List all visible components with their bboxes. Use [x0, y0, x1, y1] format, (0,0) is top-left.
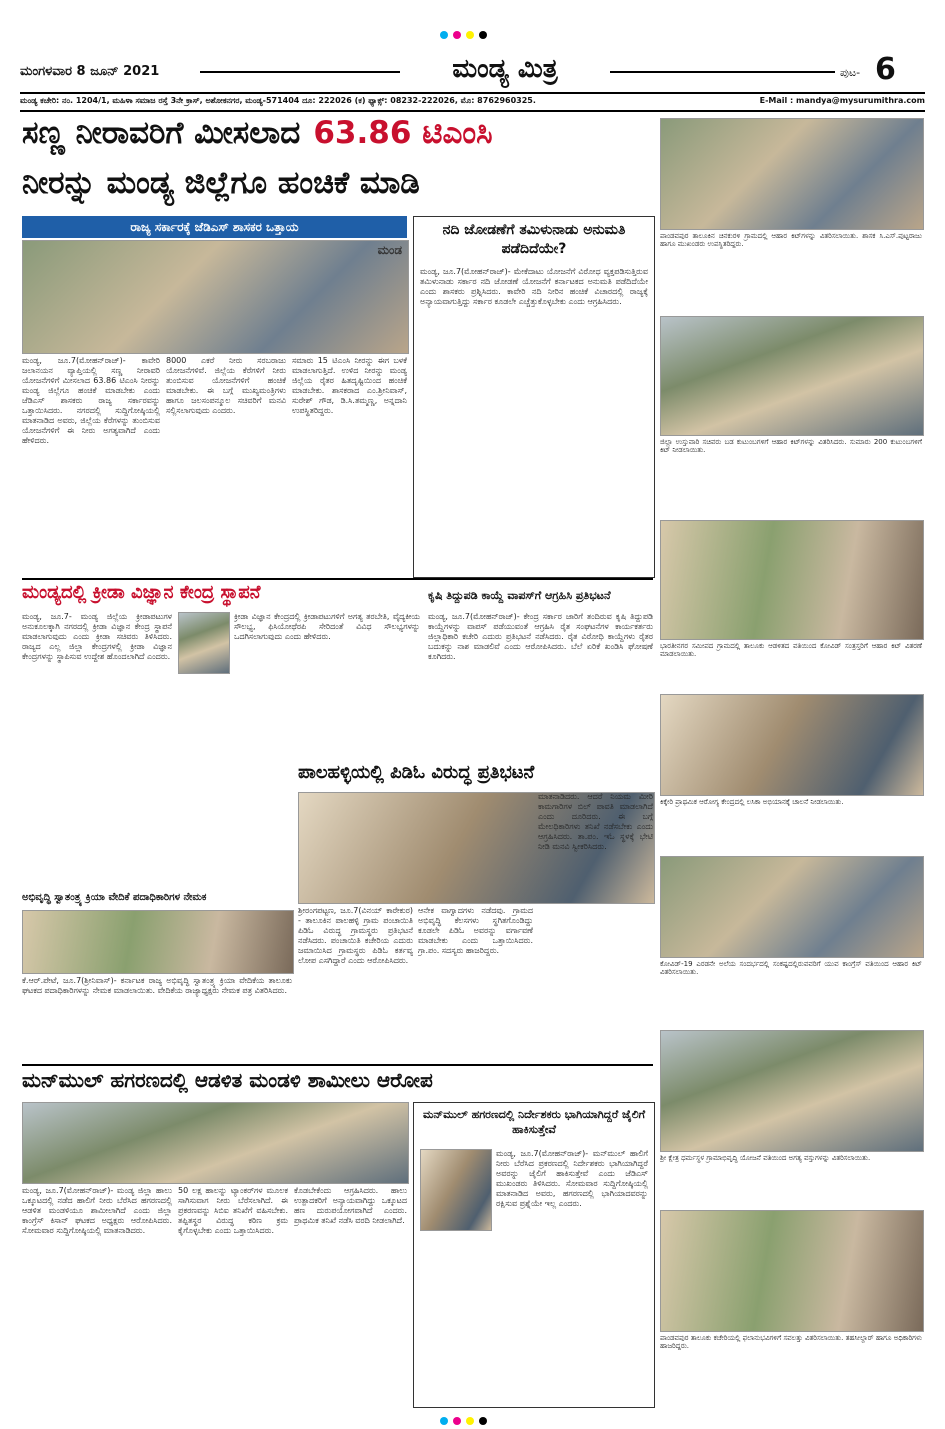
lead-body-col2: 8000 ಎಕರೆ ನೀರು ಸರಬರಾಜು ಯೋಜನೆಗಳಿವೆ. ಜಿಲ್ಲೆಯ ಕೆರೆಗಳಿಗೆ ನೀರು ತುಂಬಿಸುವ ಯೋಜನೆಗಳಿಗೆ ಹಂಚಿಕೆ ಮಾಡಬೇಕು. ಈ ಬಗ್ಗೆ ಮುಖ್ಯಮಂತ್ರಿಗಳು ಹಾಗೂ ಜಲಸಂಪನ್ಮೂಲ ಸಚಿವರಿಗೆ ಮನವಿ ಸಲ್ಲಿಸಲಾಗುವುದು ಎಂದರು.	[166, 356, 286, 415]
right-caption-4: ಕಿಕ್ಕೇರಿ ಪ್ರಾಥಮಿಕ ಆರೋಗ್ಯ ಕೇಂದ್ರದಲ್ಲಿ ಲಸಿಕಾ ಅಭಿಯಾನಕ್ಕೆ ಚಾಲನೆ ನೀಡಲಾಯಿತು.	[660, 798, 844, 806]
masthead-title: ಮಂಡ್ಯ ಮಿತ್ರ	[452, 54, 558, 84]
lead-body-col3: ಸಮಾರು 15 ಟಿಎಂಸಿ ನೀರನ್ನು ಈಗ ಬಳಕೆ ಮಾಡಲಾಗುತ್ತಿದೆ. ಉಳಿದ ನೀರನ್ನು ಮಂಡ್ಯ ಜಿಲ್ಲೆಯ ರೈತರ ಹಿತದೃಷ್ಟಿಯಿಂದ ಹಂಚಿಕೆ ಮಾಡಬೇಕು. ಶಾಸಕರಾದ ಎಂ.ಶ್ರೀನಿವಾಸ್, ಸುರೇಶ್ ಗೌಡ, ಡಿ.ಸಿ.ತಮ್ಮಣ್ಣ, ಅನ್ನದಾನಿ ಉಪಸ್ಥಿತರಿದ್ದರು.	[292, 356, 407, 415]
activists-headline: ಅಭಿವೃದ್ಧಿ ಸ್ವಾತಂತ್ರ್ಯ ಕ್ರಿಯಾ ವೇದಿಕೆ ಪದಾಧಿಕಾರಿಗಳ ನೇಮಕ	[22, 892, 207, 903]
palahalli-body-col2: ಆನೇಕ ವಾಗ್ವಾದಗಳು ನಡೆದವು. ಗ್ರಾಮದ ಅಭಿವೃದ್ಧಿ ಕೆಲಸಗಳು ಸ್ಥಗಿತಗೊಂಡಿದ್ದು ಕೂಡಲೇ ಪಿಡಿಓ ಅವರನ್ನು ವರ್ಗಾವಣೆ ಮಾಡಬೇಕು ಎಂದು ಒತ್ತಾಯಿಸಿದರು. ಗ್ರಾ.ಪಂ. ಸದಸ್ಯರು ಹಾಜರಿದ್ದರು.	[418, 906, 533, 955]
river-headline: ನದಿ ಜೋಡಣೆಗೆ ತಮಿಳುನಾಡು ಅನುಮತಿ ಪಡೆದಿದೆಯೇ?	[442, 222, 626, 257]
sports-body-2: ಕ್ರೀಡಾ ವಿಜ್ಞಾನ ಕೇಂದ್ರದಲ್ಲಿ ಕ್ರೀಡಾಪಟುಗಳಿಗೆ ಅಗತ್ಯ ತರಬೇತಿ, ವೈದ್ಯಕೀಯ ಸೌಲಭ್ಯ, ಫಿಸಿಯೋಥೆರಪಿ ಸೇರಿದಂತೆ ವಿವಿಧ ಸೌಲಭ್ಯಗಳನ್ನು ಒದಗಿಸಲಾಗುವುದು ಎಂದು ಹೇಳಿದರು.	[234, 612, 420, 641]
activists-photo	[22, 910, 294, 974]
masthead-date: ಮಂಗಳವಾರ 8 ಜೂನ್ 2021	[20, 64, 160, 79]
manmul-body-col3: ಕೊಡಬೇಕೆಂದು ಆಗ್ರಹಿಸಿದರು. ಹಾಲು ಉತ್ಪಾದಕರಿಗೆ ಅನ್ಯಾಯವಾಗಿದ್ದು ಒಕ್ಕೂಟದ ಹಣ ದುರುಪಯೋಗವಾಗಿದೆ ಎಂದರು. ಪ್ರಾಥಮಿಕ ತನಿಖೆ ನಡೆಸಿ ವರದಿ ನೀಡಲಾಗಿದೆ.	[294, 1186, 407, 1225]
masthead-email: E-Mail : mandya@mysurumithra.com	[759, 96, 925, 105]
right-photo-6	[660, 1030, 924, 1152]
palahalli-body-col3: ಮಾತನಾಡಿದರು. ಆದರೆ ನಿಯಮ ಮೀರಿ ಕಾಮಗಾರಿಗಳ ಬಿಲ್ ಪಾವತಿ ಮಾಡಲಾಗಿದೆ ಎಂದು ದೂರಿದರು. ಈ ಬಗ್ಗೆ ಮೇಲಧಿಕಾರಿಗಳು ತನಿಖೆ ನಡೆಸಬೇಕು ಎಂದು ಆಗ್ರಹಿಸಿದರು. ತಾ.ಪಂ. ಇಓ ಸ್ಥಳಕ್ಕೆ ಭೇಟಿ ನೀಡಿ ಮನವಿ ಸ್ವೀಕರಿಸಿದರು.	[538, 792, 653, 851]
lead-headline-row1	[22, 115, 652, 161]
palahalli-body-col1: ಶ್ರೀರಂಗಪಟ್ಟಣ, ಜೂ.7(ವಿನಯ್ ಕಾರೇಕುರ) - ತಾಲೂಕಿನ ಪಾಲಹಳ್ಳಿ ಗ್ರಾಮ ಪಂಚಾಯಿತಿ ಪಿಡಿಓ ವಿರುದ್ಧ ಗ್ರಾಮಸ್ಥರು ಪ್ರತಿಭಟನೆ ನಡೆಸಿದರು. ಪಂಚಾಯಿತಿ ಕಚೇರಿಯ ಎದುರು ಜಮಾಯಿಸಿದ ಗ್ರಾಮಸ್ಥರು ಪಿಡಿಓ ಕರ್ತವ್ಯ ಲೋಪ ಎಸಗಿದ್ದಾರೆ ಎಂದು ಆರೋಪಿಸಿದರು.	[298, 906, 413, 965]
manmul-body-col2: 50 ಲಕ್ಷ ಹಾಲನ್ನು ಟ್ಯಾಂಕರ್‌ಗಳ ಮೂಲಕ ಸಾಗಿಸುವಾಗ ನೀರು ಬೆರೆಸಲಾಗಿದೆ. ಈ ಪ್ರಕರಣವನ್ನು ಸಿಬಿಐ ತನಿಖೆಗೆ ವಹಿಸಬೇಕು. ತಪ್ಪಿತಸ್ಥರ ವಿರುದ್ಧ ಕಠಿಣ ಕ್ರಮ ಕೈಗೊಳ್ಳಬೇಕು ಎಂದು ಒತ್ತಾಯಿಸಿದರು.	[178, 1186, 288, 1235]
right-photo-5	[660, 856, 924, 958]
photo-tag: ಮಂಡ	[377, 243, 402, 257]
manmul-side-body: ಮಂಡ್ಯ, ಜೂ.7(ಮೋಹನ್‌ರಾಜ್)- ಮನ್‌ಮುಲ್ ಹಾಲಿಗೆ ನೀರು ಬೆರೆಸಿದ ಪ್ರಕರಣದಲ್ಲಿ ನಿರ್ದೇಶಕರು ಭಾಗಿಯಾಗಿದ್ದರೆ ಅವರನ್ನು ಜೈಲಿಗೆ ಹಾಕಿಸುತ್ತೇವೆ ಎಂದು ಜೆಡಿಎಸ್ ಮುಖಂಡರು ತಿಳಿಸಿದರು. ಸೋಮವಾರ ಸುದ್ದಿಗೋಷ್ಠಿಯಲ್ಲಿ ಮಾತನಾಡಿದ ಅವರು, ಹಗರಣದಲ್ಲಿ ಭಾಗಿಯಾದವರನ್ನು ರಕ್ಷಿಸುವ ಪ್ರಶ್ನೆಯೇ ಇಲ್ಲ ಎಂದರು.	[496, 1149, 648, 1208]
manmul-side-headline: ಮನ್‌ಮುಲ್ ಹಗರಣದಲ್ಲಿ ನಿರ್ದೇಶಕರು ಭಾಗಿಯಾಗಿದ್ದರೆ ಜೈಲಿಗೆ ಹಾಕಿಸುತ್ತೇವೆ	[422, 1108, 646, 1136]
page-number: 6	[875, 52, 896, 87]
lead-headline-number: 63.86 ಟಿಎಂಸಿ	[313, 115, 493, 151]
manmul-photo	[22, 1102, 409, 1184]
right-caption-7: ಪಾಂಡವಪುರ ತಾಲೂಕು ಕಚೇರಿಯಲ್ಲಿ ಫಲಾನುಭವಿಗಳಿಗೆ ಸವಲತ್ತು ವಿತರಿಸಲಾಯಿತು. ತಹಸೀಲ್ದಾರ್ ಹಾಗೂ ಅಧಿಕಾರಿಗಳು ಹಾಜರಿದ್ದರು.	[660, 1334, 922, 1350]
right-caption-3: ಭಾರತೀನಗರ ಸಮೀಪದ ಗ್ರಾಮದಲ್ಲಿ ತಾಲೂಕು ಆಡಳಿತದ ವತಿಯಿಂದ ಕೋವಿಡ್ ಸಂತ್ರಸ್ತರಿಗೆ ಆಹಾರ ಕಿಟ್ ವಿತರಣೆ ಮಾಡಲಾಯಿತು.	[660, 642, 922, 658]
sports-body: ಮಂಡ್ಯ, ಜೂ.7- ಮಂಡ್ಯ ಜಿಲ್ಲೆಯ ಕ್ರೀಡಾಪಟುಗಳ ಅನುಕೂಲಕ್ಕಾಗಿ ನಗರದಲ್ಲಿ ಕ್ರೀಡಾ ವಿಜ್ಞಾನ ಕೇಂದ್ರ ಸ್ಥಾಪನೆ ಮಾಡಲಾಗುವುದು ಎಂದು ಕ್ರೀಡಾ ಸಚಿವರು ತಿಳಿಸಿದರು. ರಾಜ್ಯದ ಎಲ್ಲ ಜಿಲ್ಲಾ ಕೇಂದ್ರಗಳಲ್ಲಿ ಕ್ರೀಡಾ ವಿಜ್ಞಾನ ಕೇಂದ್ರಗಳನ್ನು ಸ್ಥಾಪಿಸುವ ಉದ್ದೇಶ ಹೊಂದಲಾಗಿದೆ ಎಂದರು.	[22, 612, 172, 661]
right-caption-6: ಶ್ರೀ ಕ್ಷೇತ್ರ ಧರ್ಮಸ್ಥಳ ಗ್ರಾಮಾಭಿವೃದ್ಧಿ ಯೋಜನೆ ವತಿಯಿಂದ ಅಗತ್ಯ ವಸ್ತುಗಳನ್ನು ವಿತರಿಸಲಾಯಿತು.	[660, 1154, 871, 1162]
lead-subhead: ರಾಜ್ಯ ಸರ್ಕಾರಕ್ಕೆ ಜೆಡಿಎಸ್ ಶಾಸಕರ ಒತ್ತಾಯ	[22, 216, 407, 238]
right-photo-1	[660, 118, 924, 230]
masthead	[20, 54, 925, 88]
masthead-address: ಮಂಡ್ಯ ಕಚೇರಿ: ನಂ. 1204/1, ಮಹಿಳಾ ಸಮಾಜ ರಸ್ತೆ 3ನೇ ಕ್ರಾಸ್, ಅಶೋಕನಗರ, ಮಂಡ್ಯ-571404 ದೂ: 222026 (ಕ) ಫ್ಯಾಕ್ಸ್: 08232-222026, ಮೊ: 8762960325.	[20, 96, 536, 105]
lead-body-col1: ಮಂಡ್ಯ, ಜೂ.7(ಮೋಹನ್‌ರಾಜ್)- ಕಾವೇರಿ ಜಲಾನಯನ ವ್ಯಾಪ್ತಿಯಲ್ಲಿ ಸಣ್ಣ ನೀರಾವರಿ ಯೋಜನೆಗಳಿಗೆ ಮೀಸಲಾದ 63.86 ಟಿಎಂಸಿ ನೀರನ್ನು ಮಂಡ್ಯ ಜಿಲ್ಲೆಗೂ ಹಂಚಿಕೆ ಮಾಡಬೇಕು ಎಂದು ಜೆಡಿಎಸ್ ಶಾಸಕರು ರಾಜ್ಯ ಸರ್ಕಾರವನ್ನು ಒತ್ತಾಯಿಸಿದರು. ನಗರದಲ್ಲಿ ಸುದ್ದಿಗೋಷ್ಠಿಯಲ್ಲಿ ಮಾತನಾಡಿದ ಅವರು, ಜಿಲ್ಲೆಯ ಕೆರೆಗಳನ್ನು ತುಂಬಿಸುವ ಯೋಜನೆಗಳಿಗೆ ಈ ನೀರು ಅಗತ್ಯವಾಗಿದೆ ಎಂದು ಹೇಳಿದರು.	[22, 356, 160, 445]
registration-marks-top	[440, 24, 500, 32]
manmul-top-rule	[22, 1064, 653, 1066]
right-caption-2: ಜಿಲ್ಲಾ ಉಸ್ತುವಾರಿ ಸಚಿವರು ಬಡ ಕುಟುಂಬಗಳಿಗೆ ಆಹಾರ ಕಿಟ್‌ಗಳನ್ನು ವಿತರಿಸಿದರು. ಸುಮಾರು 200 ಕುಟುಂಬಗಳಿಗೆ ಕಿಟ್ ನೀಡಲಾಯಿತು.	[660, 438, 922, 454]
manmul-body-col1: ಮಂಡ್ಯ, ಜೂ.7(ಮೋಹನ್‌ರಾಜ್)- ಮಂಡ್ಯ ಜಿಲ್ಲಾ ಹಾಲು ಒಕ್ಕೂಟದಲ್ಲಿ ನಡೆದ ಹಾಲಿಗೆ ನೀರು ಬೆರೆಸಿದ ಹಗರಣದಲ್ಲಿ ಆಡಳಿತ ಮಂಡಳಿಯೂ ಶಾಮೀಲಾಗಿದೆ ಎಂದು ಜಿಲ್ಲಾ ಕಾಂಗ್ರೆಸ್ ಕಿಸಾನ್ ಘಟಕದ ಅಧ್ಯಕ್ಷರು ಆರೋಪಿಸಿದರು. ಸೋಮವಾರ ಸುದ್ದಿಗೋಷ್ಠಿಯಲ್ಲಿ ಮಾತನಾಡಿದರು.	[22, 1186, 172, 1235]
sports-headline: ಮಂಡ್ಯದಲ್ಲಿ ಕ್ರೀಡಾ ವಿಜ್ಞಾನ ಕೇಂದ್ರ ಸ್ಥಾಪನೆ	[22, 582, 261, 603]
right-photo-2	[660, 316, 924, 436]
registration-marks-bottom	[440, 1410, 500, 1418]
page-label: ಪುಟ-	[840, 66, 861, 79]
manmul-side-portrait	[420, 1149, 492, 1231]
right-photo-4	[660, 694, 924, 796]
manmul-headline: ಮನ್‌ಮುಲ್ ಹಗರಣದಲ್ಲಿ ಆಡಳಿತ ಮಂಡಳಿ ಶಾಮೀಲು ಆರೋಪ	[22, 1068, 433, 1092]
lead-photo	[22, 240, 409, 354]
masthead-address-bar	[20, 92, 925, 112]
manmul-side-box	[413, 1102, 655, 1408]
sports-portrait	[178, 612, 230, 674]
sports-top-rule	[22, 578, 653, 580]
activists-body: ಕೆ.ಆರ್.ಪೇಟೆ, ಜೂ.7(ಶ್ರೀನಿವಾಸ್)- ಕರ್ನಾಟಕ ರಾಜ್ಯ ಅಭಿವೃದ್ಧಿ ಸ್ವಾತಂತ್ರ್ಯ ಕ್ರಿಯಾ ವೇದಿಕೆಯ ತಾಲೂಕು ಘಟಕದ ಪದಾಧಿಕಾರಿಗಳನ್ನು ನೇಮಕ ಮಾಡಲಾಯಿತು. ವೇದಿಕೆಯ ರಾಜ್ಯಾಧ್ಯಕ್ಷರು ನೇಮಕ ಪತ್ರ ವಿತರಿಸಿದರು.	[22, 976, 292, 995]
lead-headline-line1: ಸಣ್ಣ ನೀರಾವರಿಗೆ ಮೀಸಲಾದ	[22, 115, 301, 151]
masthead-right-rule	[610, 71, 835, 73]
right-caption-5: ಕೋವಿಡ್-19 ಎರಡನೇ ಅಲೆಯ ಸಂದರ್ಭದಲ್ಲಿ ಸಂಕಷ್ಟದಲ್ಲಿರುವವರಿಗೆ ಯುವ ಕಾಂಗ್ರೆಸ್ ವತಿಯಿಂದ ಆಹಾರ ಕಿಟ್ ವಿತರಿಸಲಾಯಿತು.	[660, 960, 922, 976]
masthead-left-rule	[200, 71, 400, 73]
right-caption-1: ಪಾಂಡವಪುರ ತಾಲೂಕಿನ ಚಿನಕುರಳಿ ಗ್ರಾಮದಲ್ಲಿ ಆಹಾರ ಕಿಟ್‌ಗಳನ್ನು ವಿತರಿಸಲಾಯಿತು. ಶಾಸಕ ಸಿ.ಎಸ್.ಪುಟ್ಟರಾಜು ಹಾಗೂ ಮುಖಂಡರು ಉಪಸ್ಥಿತರಿದ್ದರು.	[660, 232, 922, 248]
lead-headline-line2: ನೀರನ್ನು ಮಂಡ್ಯ ಜಿಲ್ಲೆಗೂ ಹಂಚಿಕೆ ಮಾಡಿ	[22, 165, 420, 201]
river-body: ಮಂಡ್ಯ, ಜೂ.7(ಮೋಹನ್‌ರಾಜ್)- ಮೇಕೆದಾಟು ಯೋಜನೆಗೆ ವಿರೋಧ ವ್ಯಕ್ತಪಡಿಸುತ್ತಿರುವ ತಮಿಳುನಾಡು ಸರ್ಕಾರ ನದಿ ಜೋಡಣೆ ಯೋಜನೆಗೆ ಕರ್ನಾಟಕದ ಅನುಮತಿ ಪಡೆದಿದೆಯೇ ಎಂದು ಶಾಸಕರು ಪ್ರಶ್ನಿಸಿದರು. ಕಾವೇರಿ ನದಿ ನೀರಿನ ಹಂಚಿಕೆ ವಿಚಾರದಲ್ಲಿ ರಾಜ್ಯಕ್ಕೆ ಅನ್ಯಾಯವಾಗುತ್ತಿದ್ದು ಸರ್ಕಾರ ಕೂಡಲೇ ಎಚ್ಚೆತ್ತುಕೊಳ್ಳಬೇಕು ಎಂದು ಆಗ್ರಹಿಸಿದರು.	[420, 267, 648, 306]
agri-headline: ಕೃಷಿ ತಿದ್ದುಪಡಿ ಕಾಯ್ದೆ ವಾಪಸ್‌ಗೆ ಆಗ್ರಹಿಸಿ ಪ್ರತಿಭಟನೆ	[428, 589, 611, 602]
right-photo-3	[660, 520, 924, 640]
agri-body: ಮಂಡ್ಯ, ಜೂ.7(ಮೋಹನ್‌ರಾಜ್)- ಕೇಂದ್ರ ಸರ್ಕಾರ ಜಾರಿಗೆ ತಂದಿರುವ ಕೃಷಿ ತಿದ್ದುಪಡಿ ಕಾಯ್ದೆಗಳನ್ನು ವಾಪಸ್ ಪಡೆಯುವಂತೆ ಆಗ್ರಹಿಸಿ ರೈತ ಸಂಘಟನೆಗಳ ಕಾರ್ಯಕರ್ತರು ಜಿಲ್ಲಾಧಿಕಾರಿ ಕಚೇರಿ ಎದುರು ಪ್ರತಿಭಟನೆ ನಡೆಸಿದರು. ರೈತ ವಿರೋಧಿ ಕಾಯ್ದೆಗಳು ರೈತರ ಬದುಕನ್ನು ನಾಶ ಮಾಡಲಿವೆ ಎಂದು ಆರೋಪಿಸಿದರು. ಬೆಲೆ ಏರಿಕೆ ಖಂಡಿಸಿ ಘೋಷಣೆ ಕೂಗಿದರು.	[428, 612, 653, 661]
right-photo-7	[660, 1210, 924, 1332]
river-box	[413, 216, 655, 578]
palahalli-headline: ಪಾಲಹಳ್ಳಿಯಲ್ಲಿ ಪಿಡಿಓ ವಿರುದ್ಧ ಪ್ರತಿಭಟನೆ	[298, 762, 535, 783]
